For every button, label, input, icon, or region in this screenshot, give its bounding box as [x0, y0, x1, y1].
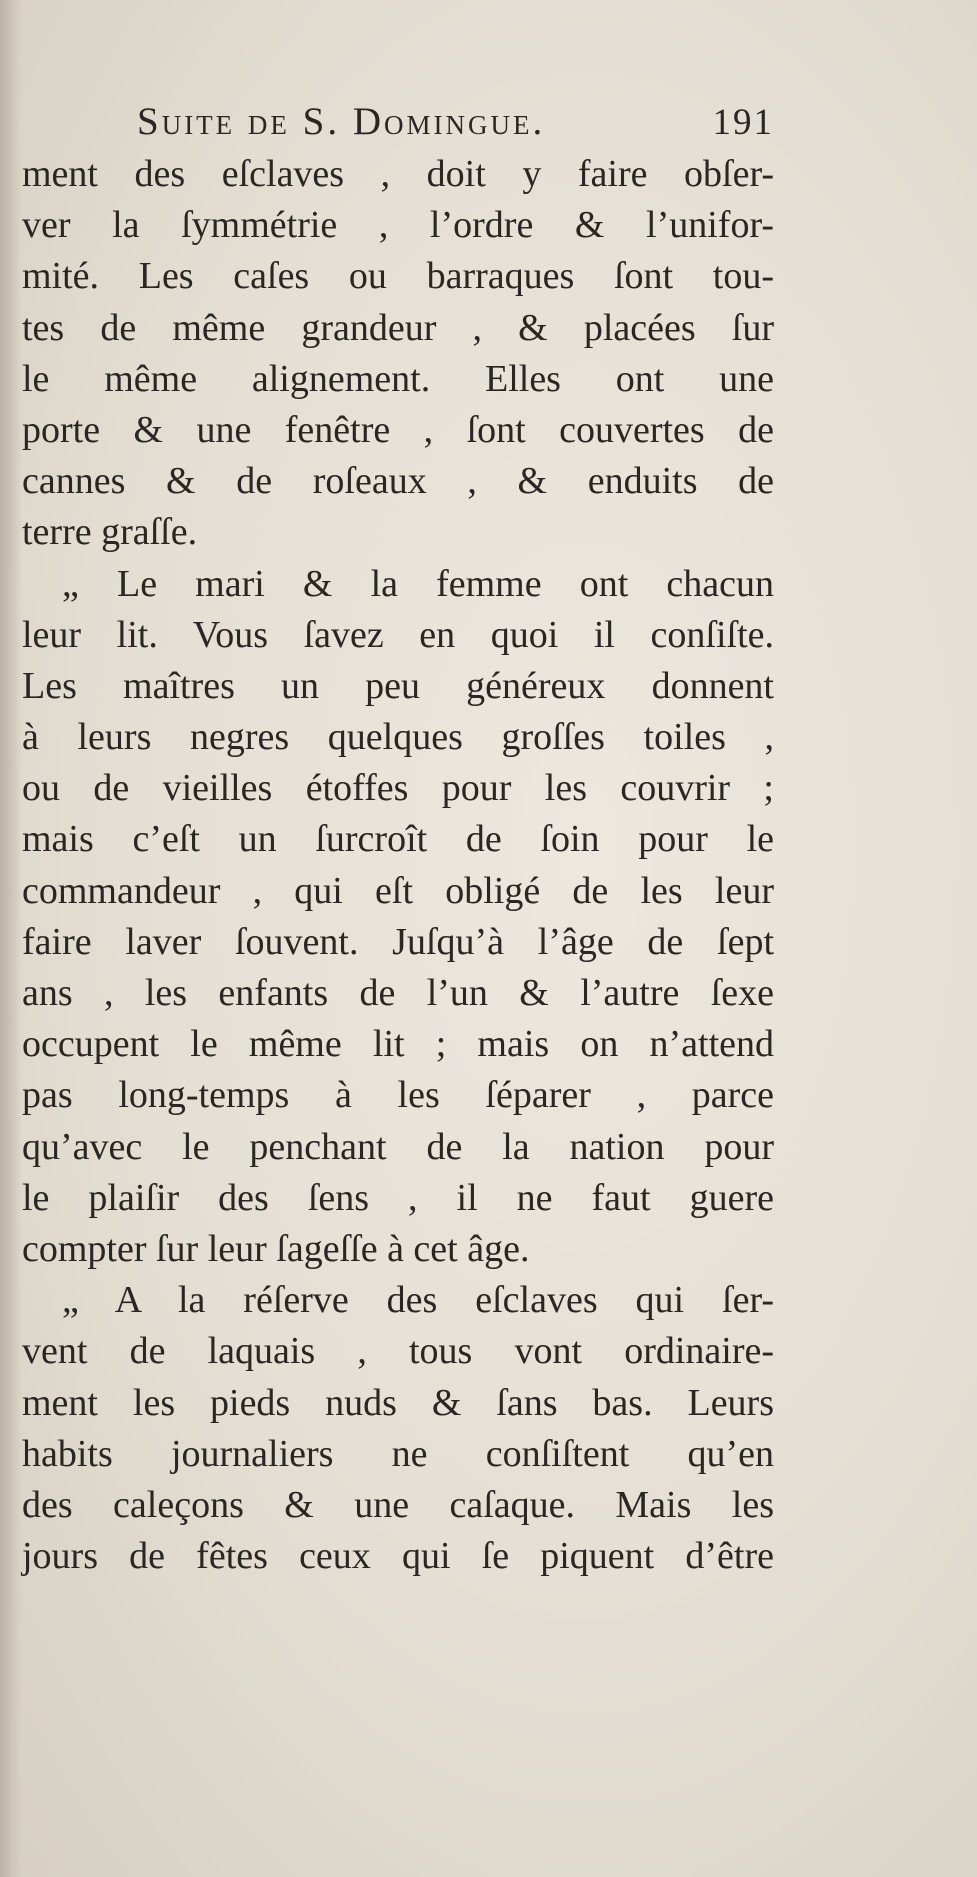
text-line: à leurs negres quelques groſſes toiles , [22, 716, 774, 759]
text-line: mité. Les caſes ou barraques ſont tou- [22, 255, 774, 298]
body-text [22, 149, 774, 1582]
text-line: le même alignement. Elles ont une [22, 357, 774, 400]
text-line: cannes & de roſeaux , & enduits de [22, 460, 774, 503]
text-line: vent de laquais , tous vont ordinaire- [22, 1330, 774, 1373]
text-line: occupent le même lit ; mais on n’attend [22, 1023, 774, 1066]
text-line: qu’avec le penchant de la nation pour [22, 1125, 774, 1168]
text-line: porte & une fenêtre , ſont couvertes de [22, 408, 774, 451]
text-line: faire laver ſouvent. Juſqu’à l’âge de ſept [22, 920, 774, 963]
text-line: leur lit. Vous ſavez en quoi il conſiſte. [22, 613, 774, 656]
text-line: „ Le mari & la femme ont chacun [62, 562, 774, 605]
text-line: jours de fêtes ceux qui ſe piquent d’être [22, 1535, 774, 1578]
running-title: Suite de S. Domingue. [137, 100, 546, 143]
text-line: compter ſur leur ſageſſe à cet âge. [22, 1227, 530, 1270]
text-line: terre graſſe. [22, 511, 198, 554]
text-line: „ A la réſerve des eſclaves qui ſer- [62, 1279, 774, 1322]
running-head [22, 95, 774, 149]
text-line: Les maîtres un peu généreux donnent [22, 664, 774, 707]
text-line: mais c’eſt un ſurcroît de ſoin pour le [22, 818, 774, 861]
text-line: tes de même grandeur , & placées ſur [22, 306, 774, 349]
text-line: ment les pieds nuds & ſans bas. Leurs [22, 1381, 774, 1424]
text-line: des caleçons & une caſaque. Mais les [22, 1483, 774, 1526]
text-block [22, 95, 774, 1582]
text-line: ver la ſymmétrie , l’ordre & l’unifor- [22, 204, 774, 247]
text-line: ment des eſclaves , doit y faire obſer- [22, 153, 774, 195]
text-line: habits journaliers ne conſiſtent qu’en [22, 1432, 774, 1475]
text-line: ou de vieilles étoffes pour les couvrir ; [22, 767, 774, 810]
text-line: le plaiſir des ſens , il ne faut guere [22, 1176, 774, 1219]
text-line: commandeur , qui eſt obligé de les leur [22, 869, 774, 912]
text-line: ans , les enfants de l’un & l’autre ſexe [22, 972, 774, 1014]
page-number: 191 [712, 102, 774, 143]
page-gutter-shadow [0, 0, 22, 1877]
text-line: pas long-temps à les ſéparer , parce [22, 1074, 774, 1117]
